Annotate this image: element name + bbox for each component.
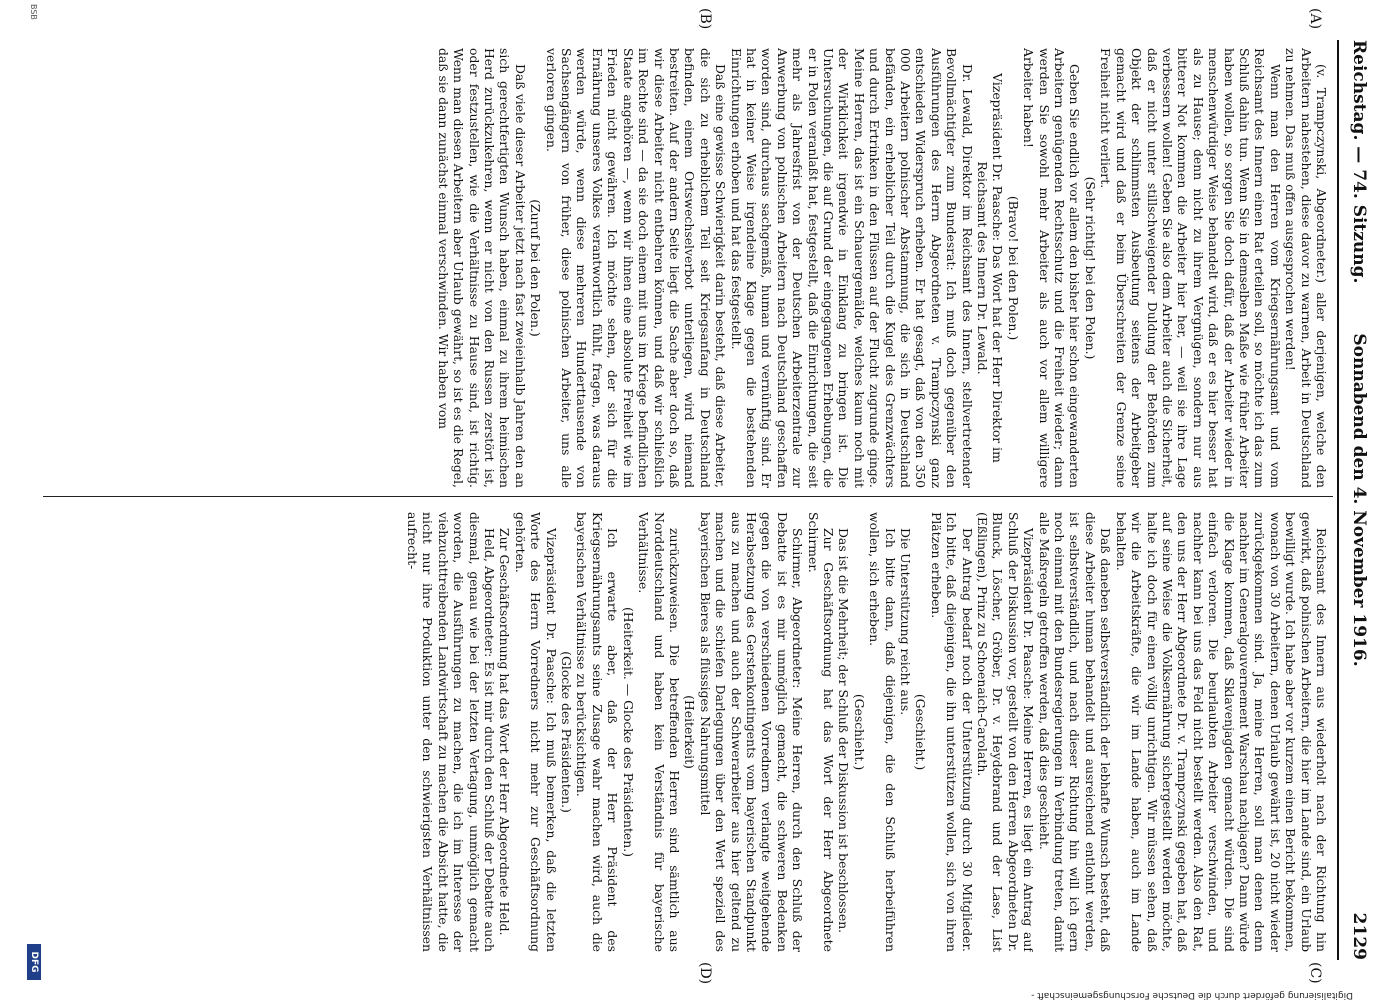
paragraph: Ich bitte dann, daß diejenigen, die den Schluß herbeiführen wollen, sich erheben. (867, 512, 898, 952)
paragraph: (Geschieht.) (913, 693, 929, 771)
paragraph: Wenn man den Herren vom Kriegsernährungsamt und vom Reichsamt des Innern einen Rat erteilen soll, so möchte ich das zum Schluß dahin tun. Wenn Sie in demselben Maße wie früher Arbeiter haben wollen, so sorgen Sie doch dafür, daß der Arbeiter wieder in menschenwürdiger Weise behandelt wird, daß er es hier besser hat als zu Hause; denn nicht zu ihrem Vergnügen, sondern nur aus bitterer Not kommen die Arbeiter hier her, — weil sie ihre Lage verbessern wollen! Geben Sie also dem Arbeiter auch die Sicherheit, daß er nicht unter stillschweigender Duldung der Behörden zum Objekt der schlimmsten Ausbeutung seitens der Arbeitgeber gemacht wird und daß er beim Überschreiten der Grenze seine Freiheit nicht verliert. (1098, 48, 1283, 488)
page-number: 2129 (1349, 912, 1369, 960)
paragraph: Reichsamt des Innern aus wiederholt nach der Richtung hin gewirkt, daß polnischen Arbeitern, die hier im Lande sind, ein Urlaub bewilligt wurde. Ich habe aber vor kurzem einen Bericht bekommen, wonach von 30 Arbeitern, denen Urlaub gewährt ist, 20 nicht wieder zurückgekommen sind. Ja, meine Herren, soll man denen denn nachher im Generalgouvernement Warschau nachjagen? Dann würde die Klage kommen, daß Sklavenjagden gemacht würden. Die sind einfach verloren. Die beurlaubten Arbeiter verschwinden, und nachher kann bei uns das Feld nicht bestellt werden. Also den Rat, den uns der Herr Abgeordnete Dr. v. Trampczynski gegeben hat, daß auf seine Weise die Volksernährung sichergestellt werden möchte, halte ich doch für einen völlig unrichtigen. Wir müssen sehen, daß wir die Arbeitskräfte, die wir im Lande haben, auch im Lande behalten. (1113, 512, 1329, 952)
margin-mark-c: (C) (1307, 962, 1323, 984)
paragraph: Vizepräsident Dr. Paasche: Das Wort hat der Herr Direktor im Reichsamt des Innern Dr. Lewald. (975, 73, 1006, 463)
paragraph: Daß daneben selbstverständlich der lebhafte Wunsch besteht, daß diese Arbeiter human behandelt und ausreichend entlohnt werden, ist selbstverständlich, und nach dieser Richtung hin will ich gern noch einmal mit den Bundesregierungen in Verbindung treten, damit alle Maßregeln getroffen werden, daß dies geschieht. (1036, 512, 1114, 952)
paragraph: Daß viele dieser Arbeiter jetzt nach fast zweieinhalb Jahren den an sich gerechtfertigten Wunsch haben, einmal zu ihrem heimischen Herd zurückzukehren, wenn er nicht von den Russen zerstört ist, oder festzustellen, wie die Verhältnisse zu Hause sind, ist richtig. Wenn man diesen Arbeitern aber Urlaub gewährt, so ist es die Regel, daß sie dann zunächst einmal verschwinden. Wir haben vom (435, 48, 528, 488)
paragraph: (Heiterkeit) (682, 695, 698, 769)
paragraph: zurückzuweisen. Die betreffenden Herren sind sämtlich aus Norddeutschland und haben kein Verständnis für bayerische Verhältnisse. (636, 512, 682, 952)
paragraph: Das ist die Mehrheit; der Schluß der Diskussion ist beschlossen. (836, 528, 852, 934)
paragraph: (Glocke des Präsidenten.) (559, 651, 575, 813)
paragraph: (Zuruf bei den Polen.) (528, 199, 544, 337)
bsb-label: BSB (29, 4, 38, 20)
header-left: Reichstag. — 74. Sitzung. (1349, 40, 1369, 284)
paragraph: (Heiterkeit. — Glocke des Präsidenten.) (620, 606, 636, 858)
margin-mark-b: (B) (697, 8, 713, 30)
header-date: Sonnabend den 4. November 1916. (1349, 333, 1369, 667)
paragraph: Held, Abgeordneter: Es ist mir durch den Schluß der Debatte auch diesmal, genau wie bei der letzten Vertagung, unmöglich gemacht worden, die Ausführungen zu machen, die ich im Interesse der viehzuchttreibenden Landwirtschaft zu machen die Absicht hatte, die nicht nur ihre Produktion unter den schwierigsten Verhältnissen aufrecht- (405, 512, 498, 952)
left-column (49, 48, 1329, 488)
paragraph: Dr. Lewald, Direktor im Reichsamt des Innern, stellvertretender Bevollmächtigter zum Bundesrat: Ich muß doch gegenüber den Ausführungen des Herrn Abgeordneten v. Trampczynski ganz entschieden Widerspruch erheben. Er hat gesagt, daß von den 350 000 Arbeitern polnischer Abstammung, die sich in Deutschland befänden, ein erheblicher Teil durch die Kugel des Grenzwächters und durch Ertrinken in den Flüssen auf der Flucht zugrunde ginge. Meine Herren, das ist ein Schauergemälde, welches kaum noch mit der Wirklichkeit irgendwie in Einklang zu bringen ist. Die Untersuchungen, die auf Grund der eingegangenen Erhebungen, die er in Polen veranlaßt hat, festgestellt, daß die Einrichtungen, die seit mehr als Jahresfrist von der Deutschen Arbeiterzentrale zur Anwerbung von polnischen Arbeitern nach Deutschland geschaffen worden sind, durchaus sachgemäß, human und vernünftig sind. Er hat in keiner Weise irgendeine Klage gegen die bestehenden Einrichtungen erhoben und hat das festgestellt. (728, 48, 975, 488)
paragraph: Daß eine gewisse Schwierigkeit darin besteht, daß diese Arbeiter, die sich zu erheblichem Teil seit Kriegsanfang in Deutschland befinden, einem Ortswechselverbot unterliegen, wird niemand bestreiten. Auf der andern Seite liegt die Sache aber doch so, daß wir diese Arbeiter nicht entbehren können, und daß wir schließlich im Rechte sind — da sie doch einem mit uns im Kriege befindlichen Staate angehören —, wenn wir ihnen eine absolute Freiheit wie im Frieden nicht gewähren. Ich möchte sehen, der sich für die Ernährung unseres Volkes verantwortlich fühlt, fragen, was daraus werden würde, wenn diese mehreren Hunderttausende von Sachsengängern von früher, diese polnischen Arbeiter, uns alle verloren gingen. (543, 48, 729, 488)
paragraph: Vizepräsident Dr. Paasche: Ich muß bemerken, daß die letzten Worte des Herrn Vorredners nicht mehr zur Geschäftsordnung gehörten. (512, 512, 559, 952)
paragraph: Ich erwarte aber, daß der Herr Präsident des Kriegsernährungsamts seine Zusage wahr machen wird, auch die bayerischen Verhältnisse zu berücksichtigen. (574, 512, 621, 952)
paragraph: Schirmer, Abgeordneter: Meine Herren, durch den Schluß der Debatte ist es mir unmöglich gemacht, die schweren Bedenken gegen die von verschiedenen Vorrednern verlangte weitgehende Herabsetzung des Gerstenkontingents vom bayerischen Standpunkt aus zu machen und auch der Schwerarbeiter aus hier geltend zu machen und die schiefen Darlegungen über den Wert speziell des bayerischen Bieres als flüssiges Nahrungsmittel (697, 512, 806, 952)
page-header (1341, 40, 1369, 960)
paragraph: Zur Geschäftsordnung hat das Wort der Herr Abgeordnete Schirmer. (805, 512, 836, 952)
column-divider (43, 496, 1333, 497)
margin-mark-d: (D) (697, 962, 713, 985)
paragraph: Die Unterstützung reicht aus. (898, 528, 914, 716)
paragraph: Der Antrag bedarf noch der Unterstützung durch 30 Mitglieder. Ich bitte, daß diejenigen, die ihn unterstützen wollen, sich von ihren Plätzen erheben. (928, 512, 975, 952)
dfg-logo: DFG (27, 944, 41, 980)
header-rule (1337, 40, 1339, 960)
right-column (49, 512, 1329, 952)
paragraph: Vizepräsident Dr. Paasche: Meine Herren, es liegt ein Antrag auf Schluß der Diskussion vor, gestellt von den Herren Abgeordneten Dr. Blunck, Löscher, Gröber, Dr. v. Heydebrand und der Lase, List (Eßlingen), Prinz zu Schoenaich-Carolath. (975, 512, 1037, 952)
paragraph: Geben Sie endlich vor allem den bisher hier schon eingewanderten Arbeitern genügenden Rechtsschutz und die Freiheit wieder; dann werden Sie sowohl mehr Arbeiter als auch vor allem willigere Arbeiter haben! (1021, 48, 1083, 488)
paragraph: (Geschieht.) (851, 693, 867, 771)
paragraph: (Sehr richtig! bei den Polen.) (1082, 176, 1098, 360)
paragraph: (v. Trampczynski, Abgeordneter.) aller derjenigen, welche den Arbeitern nahestehen, diese davor zu warnen, Arbeit in Deutschland zu nehmen. Das muß offen ausgesprochen werden! (1283, 48, 1329, 488)
margin-mark-a: (A) (1307, 8, 1323, 30)
paragraph: Zur Geschäftsordnung hat das Wort der Herr Abgeordnete Held. (497, 528, 513, 936)
digitization-note: Digitalisierung gefördert durch die Deutsche Forschungsgemeinschaft - (1031, 990, 1353, 1000)
paragraph: (Bravo! bei den Polen.) (1005, 195, 1021, 341)
